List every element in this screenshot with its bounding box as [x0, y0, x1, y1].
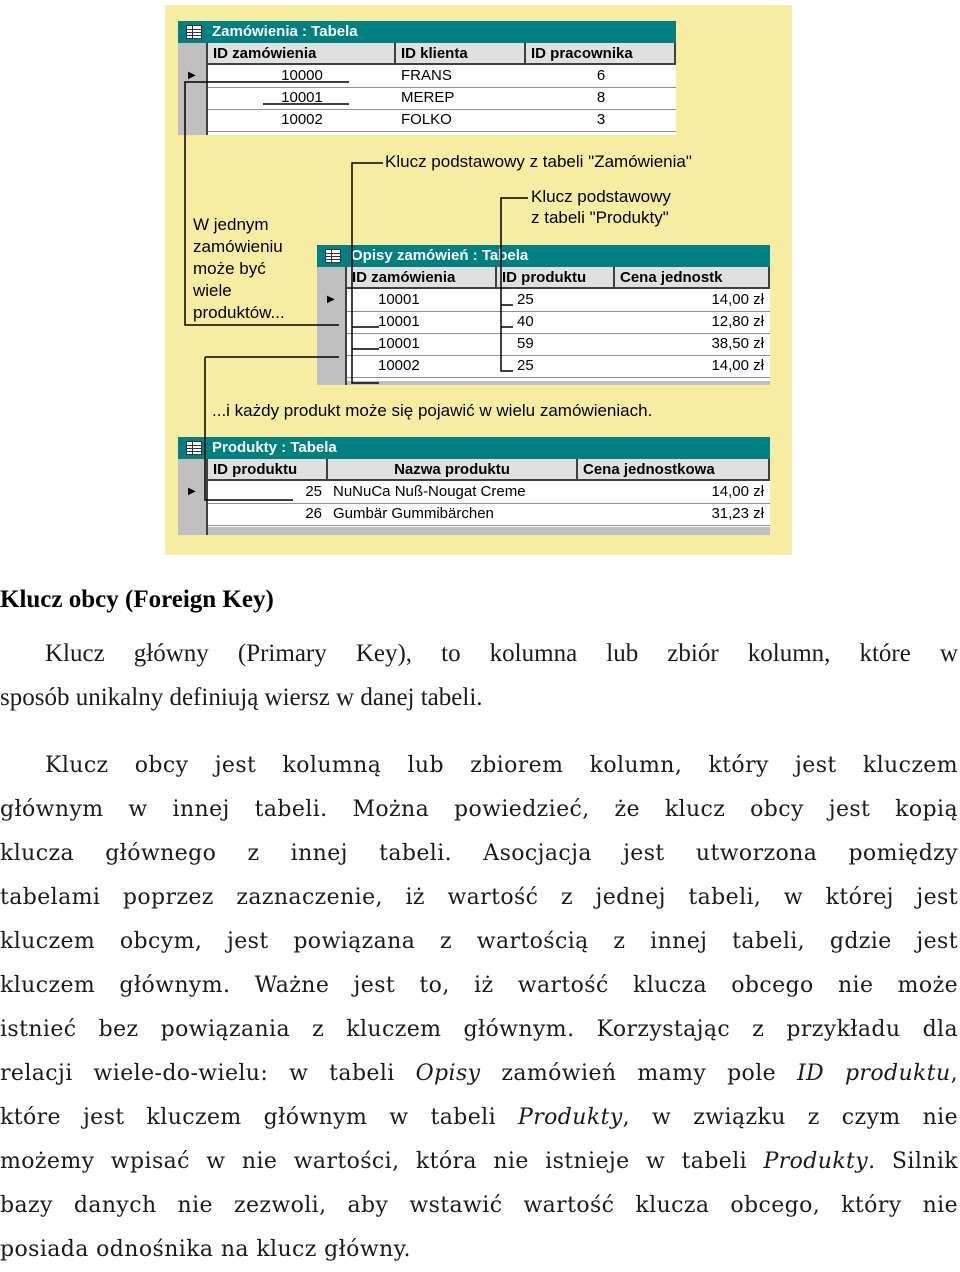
text-line: istnieć bez powiązania z kluczem głównym. Korzystając z przykładu dla — [0, 1017, 958, 1042]
products-table-title: Produkty : Tabela — [212, 439, 337, 456]
table-cell[interactable]: NuNuCa Nuß-Nougat Creme — [333, 483, 526, 500]
table-cell[interactable]: 10000 — [281, 67, 323, 84]
text-line: kluczem głównym. Ważne jest to, iż wartość klucza obcego nie może — [0, 973, 958, 998]
italic-term: Produkty — [518, 1105, 623, 1130]
italic-term: Opisy — [415, 1061, 481, 1086]
text-span: , — [950, 1061, 958, 1086]
text-line — [0, 1140, 958, 1184]
annotation-each-product: ...i każdy produkt może się pojawić w wielu zamówieniach. — [212, 401, 653, 420]
table-cell[interactable]: FOLKO — [401, 111, 452, 128]
text-line — [0, 1096, 958, 1140]
table-cell[interactable]: 6 — [596, 67, 606, 84]
table-cell[interactable]: 8 — [596, 89, 606, 106]
table-cell[interactable]: 14,00 zł — [711, 357, 764, 374]
table-cell[interactable]: 25 — [517, 291, 534, 308]
text-line: głównym w innej tabeli. Można powiedzieć, że klucz obcy jest kopią — [0, 797, 958, 822]
table-cell[interactable]: 31,23 zł — [711, 505, 764, 522]
annotation-pk-products-line2: z tabeli "Produkty" — [531, 208, 669, 227]
table-cell[interactable]: 14,00 zł — [711, 291, 764, 308]
connector-pk-orders — [352, 163, 383, 383]
table-cell[interactable]: 25 — [305, 483, 322, 500]
col-header-unit-price[interactable]: Cena jednostk — [615, 267, 770, 289]
table-cell[interactable]: 14,00 zł — [711, 483, 764, 500]
col-header-order-id[interactable]: ID zamówienia — [208, 43, 396, 65]
col-header-order-id[interactable]: ID zamówienia — [347, 267, 497, 289]
col-header-product-id[interactable]: ID produktu — [497, 267, 615, 289]
text-span: które jest kluczem głównym w tabeli — [0, 1105, 519, 1130]
text-line: sposób unikalny definiują wiersz w danej tabeli. — [0, 684, 483, 711]
table-cell[interactable]: 10001 — [281, 89, 323, 106]
annotation-line: zamówieniu — [193, 237, 283, 256]
annotation-line: W jednym — [193, 215, 269, 234]
col-header-client-id[interactable]: ID klienta — [396, 43, 526, 65]
col-header-unit-price[interactable]: Cena jednostkowa — [578, 459, 770, 481]
annotation-line: może być — [193, 259, 266, 278]
order-details-title: Opisy zamówień : Tabela — [351, 247, 529, 264]
text-span: . Silnik — [868, 1149, 958, 1174]
relationship-figure — [165, 5, 792, 555]
table-cell[interactable]: 10002 — [281, 111, 323, 128]
table-cell[interactable]: 59 — [517, 335, 534, 352]
italic-term: ID produktu — [796, 1061, 951, 1086]
text-line: bazy danych nie zezwoli, aby wstawić wartość klucza obcego, który nie — [0, 1193, 958, 1218]
table-cell[interactable]: FRANS — [401, 67, 452, 84]
table-cell[interactable]: 25 — [517, 357, 534, 374]
table-cell[interactable]: 26 — [305, 505, 322, 522]
annotation-line: produktów... — [193, 303, 285, 322]
connector-pk-products — [501, 198, 528, 371]
table-cell[interactable]: MEREP — [401, 89, 455, 106]
annotation-pk-products-line1: Klucz podstawowy — [531, 187, 671, 206]
current-row-arrow-icon: ▶ — [188, 486, 196, 497]
text-span: zamówień mamy pole — [480, 1061, 797, 1086]
italic-term: Produkty — [763, 1149, 869, 1174]
table-cell[interactable]: 10001 — [378, 335, 420, 352]
text-line: posiada odnośnika na klucz główny. — [0, 1237, 411, 1262]
table-cell[interactable]: 10002 — [378, 357, 420, 374]
text-line: kluczem obcym, jest powiązana z wartością z innej tabeli, gdzie jest — [0, 929, 958, 954]
col-header-product-id[interactable]: ID produktu — [208, 459, 328, 481]
text-line: Klucz obcy jest kolumną lub zbiorem kolumn, który jest kluczem — [45, 753, 958, 778]
section-heading: Klucz obcy (Foreign Key) — [0, 586, 274, 613]
current-row-arrow-icon: ▶ — [327, 294, 335, 305]
annotation-one-order — [193, 214, 285, 324]
table-cell[interactable]: 3 — [596, 111, 606, 128]
current-row-arrow-icon: ▶ — [188, 70, 196, 81]
table-cell[interactable]: 38,50 zł — [711, 335, 764, 352]
text-line: Klucz główny (Primary Key), to kolumna lub zbiór kolumn, które w — [45, 640, 958, 667]
col-header-product-name[interactable]: Nazwa produktu — [328, 459, 578, 481]
table-cell[interactable]: 10001 — [378, 313, 420, 330]
table-cell[interactable]: 10001 — [378, 291, 420, 308]
text-span: , w związku z czym nie — [622, 1105, 959, 1130]
table-cell[interactable]: 12,80 zł — [711, 313, 764, 330]
orders-table-title: Zamówienia : Tabela — [212, 23, 358, 40]
connector-products-25 — [205, 357, 293, 500]
text-line: tabelami poprzez zaznaczenie, iż wartość z jednej tabeli, w której jest — [0, 885, 958, 910]
text-line — [0, 1052, 958, 1096]
table-cell[interactable]: 40 — [517, 313, 534, 330]
annotation-pk-orders: Klucz podstawowy z tabeli "Zamówienia" — [385, 152, 692, 171]
col-header-employee-id[interactable]: ID pracownika — [526, 43, 676, 65]
text-span: możemy wpisać w nie wartości, która nie istnieje w tabeli — [0, 1149, 764, 1174]
text-line: klucza głównego z innej tabeli. Asocjacja jest utworzona pomiędzy — [0, 841, 958, 866]
text-span: relacji wiele-do-wielu: w tabeli — [0, 1061, 416, 1086]
table-cell[interactable]: Gumbär Gummibärchen — [333, 505, 494, 522]
annotation-line: wiele — [193, 281, 232, 300]
